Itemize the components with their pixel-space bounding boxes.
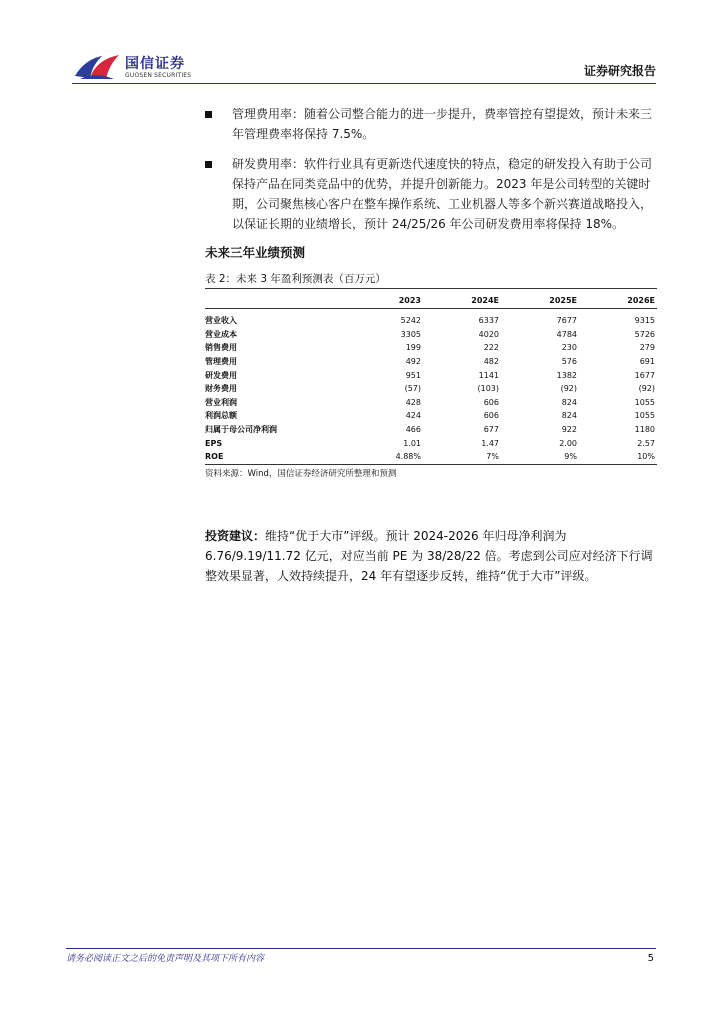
table-cell: 606: [483, 397, 499, 407]
table-cell: (103): [477, 384, 499, 394]
table-cell: 1055: [634, 397, 655, 407]
table-cell: 222: [483, 343, 499, 353]
logo-chinese-name: 国信证券: [125, 56, 185, 72]
column-header: 2024E: [471, 295, 499, 305]
table-cell: 4.88%: [395, 452, 421, 462]
guosen-logo-mark-icon: [72, 52, 122, 82]
table-row: [205, 328, 657, 342]
table-cell: 3305: [400, 329, 421, 339]
table-cell: 492: [405, 357, 421, 367]
table-row: [205, 450, 657, 464]
advice-text: 维持“优于大市”评级。预计 2024-2026 年归母净利润为 6.76/9.19/11.72 亿元，对应当前 PE 为 38/28/22 倍。考虑到公司应对经济下行调整效果显著，人效持续提升，24 年有望逐步反转，维持“优于大市”评级。: [205, 529, 653, 583]
bullet-item-admin-expense: [232, 104, 658, 144]
table-source-note: 资料来源：Wind，国信证券经济研究所整理和预测: [205, 469, 397, 479]
table-cell: 2.57: [637, 438, 655, 448]
table-cell: 199: [405, 343, 421, 353]
table-cell: 1180: [634, 425, 655, 435]
investment-advice: [205, 526, 659, 586]
table-cell: 10%: [637, 452, 655, 462]
table-cell: 466: [405, 425, 421, 435]
section-title: 未来三年业绩预测: [205, 245, 306, 260]
table-cell: 691: [639, 357, 655, 367]
bullet-text: 管理费用率：随着公司整合能力的进一步提升，费率管控有望提效，预计未来三年管理费率将保持 7.5%。: [232, 107, 653, 141]
footer-divider: [66, 948, 656, 949]
forecast-table: [205, 292, 657, 465]
table-row: [205, 355, 657, 369]
row-label: 营业成本: [205, 329, 237, 339]
table-header-corner: [205, 292, 345, 309]
table-cell: (92): [560, 384, 577, 394]
table-cell: 606: [483, 411, 499, 421]
table-row: [205, 396, 657, 410]
table-cell: 7%: [486, 452, 499, 462]
table-cell: 482: [483, 357, 499, 367]
guosen-logo: [72, 50, 202, 84]
table-cell: 5726: [634, 329, 655, 339]
row-label: EPS: [205, 438, 223, 448]
row-label: 研发费用: [205, 370, 237, 380]
table-cell: 2.00: [559, 438, 577, 448]
header-divider: [72, 83, 656, 84]
table-cell: 4020: [478, 329, 499, 339]
table-header-row: [205, 292, 657, 309]
table-row: [205, 409, 657, 423]
table-cell: 1.47: [481, 438, 499, 448]
footer-disclaimer-link[interactable]: 请务必阅读正文之后的免责声明及其项下所有内容: [66, 954, 265, 964]
table-row: [205, 436, 657, 450]
table-cell: 677: [483, 425, 499, 435]
table-cell: 576: [561, 357, 577, 367]
table-row: [205, 382, 657, 396]
logo-english-name: GUOSEN SECURITIES: [125, 72, 192, 79]
square-bullet-icon: [205, 111, 212, 118]
page-header: [72, 50, 656, 86]
page-number: 5: [647, 953, 654, 964]
bullet-item-rd-expense: [232, 154, 658, 234]
table-cell: (92): [638, 384, 655, 394]
report-type-label: 证券研究报告: [583, 64, 656, 78]
advice-label: 投资建议：: [205, 529, 266, 543]
table-row: [205, 368, 657, 382]
table-cell: 5242: [400, 316, 421, 326]
table-cell: 951: [405, 370, 421, 380]
table-cell: 4784: [556, 329, 577, 339]
row-label: 归属于母公司净利润: [205, 425, 277, 435]
table-cell: 428: [405, 397, 421, 407]
table-cell: 1382: [556, 370, 577, 380]
table-row: [205, 423, 657, 437]
table-cell: 7677: [556, 316, 577, 326]
bullet-list: [232, 104, 658, 244]
table-cell: 9315: [634, 316, 655, 326]
table-cell: 1677: [634, 370, 655, 380]
table-cell: 824: [561, 411, 577, 421]
table-cell: (57): [404, 384, 421, 394]
table-cell: 1055: [634, 411, 655, 421]
row-label: 营业利润: [205, 397, 237, 407]
table-caption: 表 2：未来 3 年盈利预测表（百万元）: [205, 273, 386, 285]
table-cell: 230: [561, 343, 577, 353]
caption-divider: [205, 288, 657, 289]
row-label: 营业收入: [205, 316, 237, 326]
row-label: 销售费用: [205, 343, 237, 353]
table-cell: 922: [561, 425, 577, 435]
table-cell: 9%: [564, 452, 577, 462]
table-row: [205, 341, 657, 355]
table-cell: 424: [405, 411, 421, 421]
column-header: 2023: [398, 295, 421, 305]
square-bullet-icon: [205, 161, 212, 168]
table-cell: 279: [639, 343, 655, 353]
table-cell: 824: [561, 397, 577, 407]
row-label: 利润总额: [205, 411, 237, 421]
column-header: 2025E: [549, 295, 577, 305]
column-header: 2026E: [627, 295, 655, 305]
bullet-text: 研发费用率：软件行业具有更新迭代速度快的特点，稳定的研发投入有助于公司保持产品在同类竞品中的优势，并提升创新能力。2023 年是公司转型的关键时期，公司聚焦核心客户在整车操作系统、工业机器人等多个新兴赛道战略投入，以保证长期的业绩增长，预计 24/25/26 年公司研发费用率将保持 18%。: [232, 157, 653, 231]
table-row: [205, 309, 657, 328]
row-label: ROE: [205, 452, 224, 462]
table-cell: 6337: [478, 316, 499, 326]
table-cell: 1.01: [403, 438, 421, 448]
row-label: 管理费用: [205, 357, 237, 367]
table-cell: 1141: [478, 370, 499, 380]
row-label: 财务费用: [205, 384, 237, 394]
